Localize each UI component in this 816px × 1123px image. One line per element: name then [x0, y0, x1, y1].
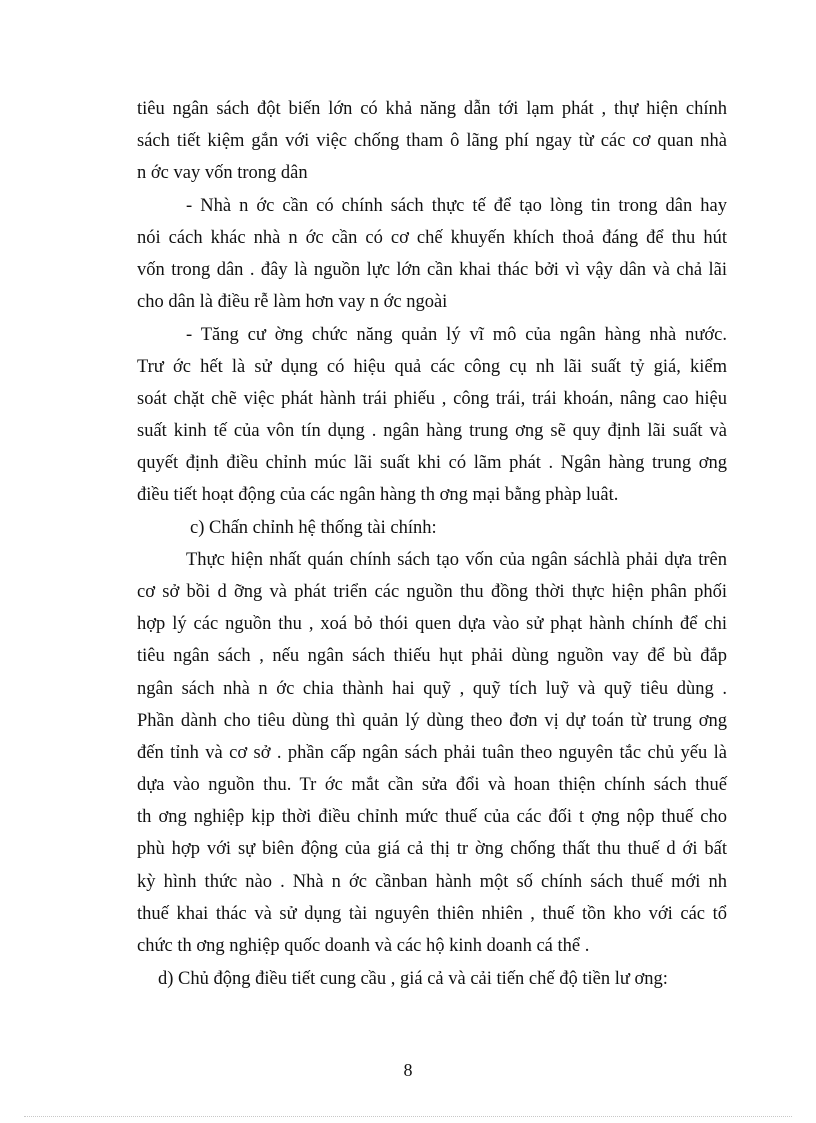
text-line: cho dân là điều rễ làm hơn vay n ớc ngoài — [137, 292, 448, 312]
text-line: nói cách khác nhà n ớc cần có cơ chế khuyến khích thoả đáng để thu hút — [137, 228, 727, 248]
text-line: n ớc vay vốn trong dân — [137, 163, 308, 183]
section-heading: d) Chủ động điều tiết cung cầu , giá cả và cải tiến chế độ tiền lư ơng: — [158, 969, 668, 989]
text-line: kỳ hình thức nào . Nhà n ớc cầnban hành một số chính sách thuế mới nh — [137, 872, 727, 892]
text-line: tiêu ngân sách đột biến lớn có khả năng dẫn tới lạm phát , thự hiện chính — [137, 99, 727, 119]
text-line: Thực hiện nhất quán chính sách tạo vốn của ngân sáchlà phải dựa trên — [186, 550, 727, 570]
text-line: dựa vào nguồn thu. Tr ớc mắt cần sửa đổi và hoan thiện chính sách thuế — [137, 775, 727, 795]
text-line: tiêu ngân sách , nếu ngân sách thiếu hụt phải dùng nguồn vay để bù đắp — [137, 646, 727, 666]
text-line: - Nhà n ớc cần có chính sách thực tế để tạo lòng tin trong dân hay — [186, 196, 727, 216]
text-line: đến tỉnh và cơ sở . phần cấp ngân sách phải tuân theo nguyên tắc chủ yếu là — [137, 743, 727, 763]
text-line: ngân sách nhà n ớc chia thành hai quỹ , quỹ tích luỹ và quỹ tiêu dùng . — [137, 679, 727, 699]
text-line: th ơng nghiệp kịp thời điều chỉnh mức thuế của các đối t ợng nộp thuế cho — [137, 807, 727, 827]
text-line: cơ sở bồi d ỡng và phát triển các nguồn thu đồng thời thực hiện phân phối — [137, 582, 727, 602]
page-number: 8 — [403, 1060, 413, 1080]
text-line: soát chặt chẽ việc phát hành trái phiếu , công trái, trái khoán, nâng cao hiệu — [137, 389, 727, 409]
text-line: điều tiết hoạt động của các ngân hàng th ơng mại bằng phàp luât. — [137, 485, 619, 505]
text-line: thuế khai thác và sử dụng tài nguyên thiên nhiên , thuế tồn kho với các tổ — [137, 904, 727, 924]
text-line: Phần dành cho tiêu dùng thì quản lý dùng theo đơn vị dự toán từ trung ơng — [137, 711, 727, 731]
section-heading: c) Chấn chỉnh hệ thống tài chính: — [190, 518, 437, 538]
footer-divider — [24, 1116, 792, 1117]
text-line: quyết định điều chỉnh múc lãi suất khi có lãm phát . Ngân hàng trung ơng — [137, 453, 727, 473]
text-line: chức th ơng nghiệp quốc doanh và các hộ kinh doanh cá thể . — [137, 936, 590, 956]
text-line: phù hợp với sự biên động của giá cả thị tr ờng chống thất thu thuế d ới bất — [137, 839, 727, 859]
text-line: suất kinh tế của vôn tín dụng . ngân hàng trung ơng sẽ quy định lãi suất và — [137, 421, 727, 441]
text-line: hợp lý các nguồn thu , xoá bỏ thói quen dựa vào sử phạt hành chính để chi — [137, 614, 727, 634]
text-line: - Tăng cư ờng chức năng quản lý vĩ mô của ngân hàng nhà nước. — [186, 325, 727, 345]
text-line: sách tiết kiệm gắn với việc chống tham ô lãng phí ngay từ các cơ quan nhà — [137, 131, 727, 151]
text-line: Trư ớc hết là sử dụng có hiệu quả các công cụ nh lãi suất tỷ giá, kiểm — [137, 357, 727, 377]
text-line: vốn trong dân . đây là nguồn lực lớn cần khai thác bởi vì vậy dân và chả lãi — [137, 260, 727, 280]
